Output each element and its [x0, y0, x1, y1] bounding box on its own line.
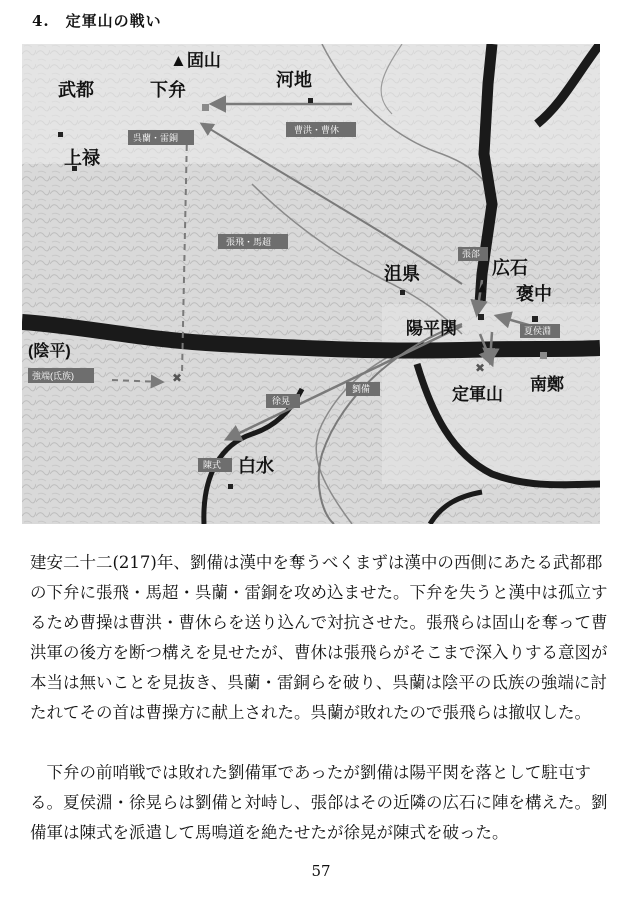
paragraph-2	[30, 758, 610, 848]
tag-soko: 曹洪・曹休	[294, 125, 340, 135]
battle-x-teigunzan: ✖	[475, 361, 486, 375]
label-yoheikan: 陽平関	[406, 319, 457, 338]
label-koseki: 広石	[492, 258, 528, 278]
page-number: 57	[311, 862, 331, 880]
section-heading: 4. 定軍山の戦い	[32, 12, 162, 30]
battle-x-inpei: ✖	[172, 371, 183, 385]
tag-ryubi: 劉備	[352, 384, 371, 394]
tag-chokou: 張郃	[462, 249, 481, 259]
label-bubu: 武都	[58, 80, 94, 100]
tag-chobahi: 張飛・馬超	[226, 237, 272, 247]
label-kozan: ▲固山	[170, 51, 221, 70]
label-inpei: (陰平)	[28, 343, 71, 360]
tag-kakoen: 夏侯淵	[524, 326, 552, 336]
kaben-marker	[202, 104, 209, 111]
tag-chinshiki: 陳式	[203, 460, 222, 470]
kachi-marker	[308, 98, 313, 103]
koseki-triangle: ▲	[478, 281, 487, 294]
label-nantei: 南鄭	[530, 375, 564, 394]
label-teigunzan: 定軍山	[452, 385, 503, 404]
nantei-marker	[540, 352, 547, 359]
bubu-marker	[58, 132, 63, 137]
tag-jokou: 徐晃	[272, 396, 291, 406]
hakusui-marker	[228, 484, 233, 489]
paragraph-2-text: 下弁の前哨戦では敗れた劉備軍であったが劉備は陽平関を落として駐屯する。夏侯淵・徐晃らは劉備と対峙し、張郃はその近隣の広石に陣を構えた。劉備軍は陳式を派遣して馬鳴道を絶たせたが徐晃が陳式を破った。	[30, 763, 608, 842]
label-hakusui: 白水	[238, 456, 274, 476]
houchu-marker	[532, 316, 538, 322]
yoheikan-marker	[478, 314, 484, 320]
soken-marker	[400, 290, 405, 295]
paragraph-1-text: 建安二十二(217)年、劉備は漢中を奪うべくまずは漢中の西側にあたる武都郡の下弁に張飛・馬超・呉蘭・雷銅を攻め込ませた。下弁を失うと漢中は孤立するため曹操は曹洪・曹休らを送り込んで対抗させた。張飛らは固山を奪って曹洪軍の後方を断つ構えを見せたが、曹休は張飛らがそこまで深入りする意図が本当は無いことを見抜き、呉蘭・雷銅らを破り、呉蘭は陰平の氐族の強端に討たれてその首は曹操方に献上された。呉蘭が敗れたので張飛らは撤収した。	[30, 553, 608, 722]
label-kachi: 河地	[276, 70, 312, 90]
tag-gorai: 呉蘭・雷銅	[133, 133, 179, 143]
label-houchu: 褒中	[516, 284, 552, 304]
label-soken: 沮県	[384, 264, 420, 284]
label-joroku: 上禄	[64, 148, 100, 168]
label-kaben: 下弁	[150, 80, 186, 100]
battle-map	[22, 44, 600, 524]
paragraph-1	[30, 548, 610, 728]
tag-kyotan: 強端(氐族)	[32, 371, 74, 381]
